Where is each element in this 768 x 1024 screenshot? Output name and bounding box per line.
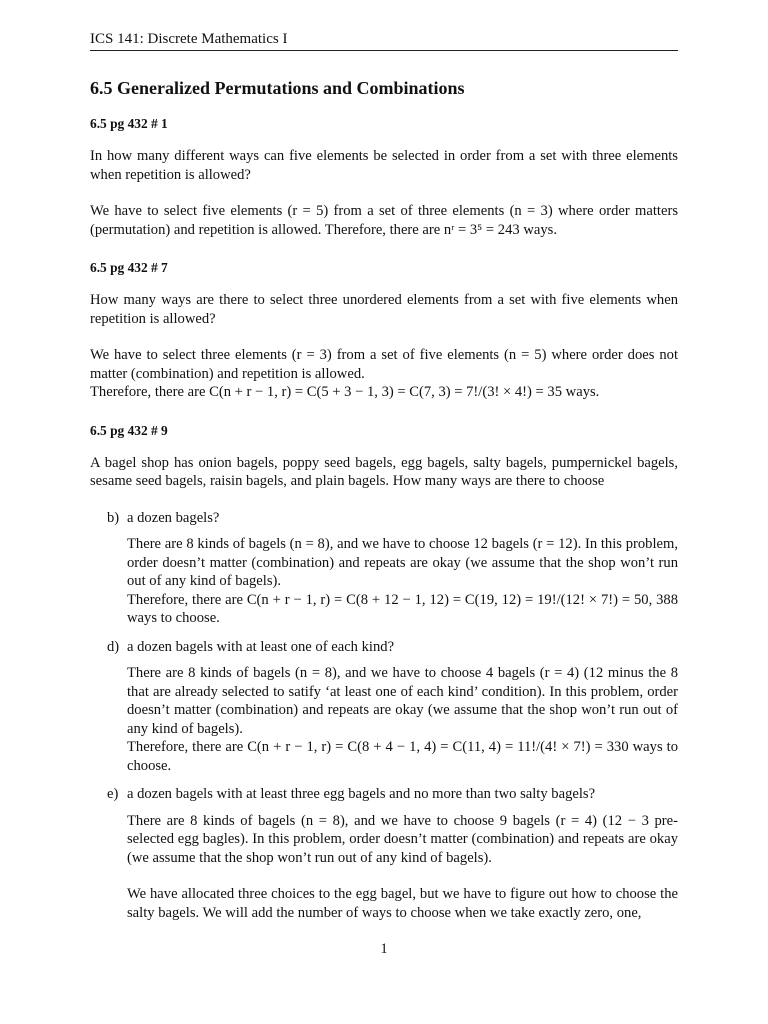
problem-heading: 6.5 pg 432 # 7 xyxy=(90,260,168,275)
problem-answer-conclusion: Therefore, there are C(n + r − 1, r) = C(5 + 3 − 1, 3) = C(7, 3) = 7!/(3! × 4!) = 35 ways. xyxy=(90,384,600,400)
part-body: There are 8 kinds of bagels (n = 8), and we have to choose 9 bagels (r = 4) (12 − 3 pre-selected egg bagles). In this problem, order doesn’t matter (combination) and repeats are okay (we assume that the shop won’t run out of any kind of bagels). xyxy=(127,812,678,866)
content xyxy=(90,115,678,922)
part-item xyxy=(90,785,678,804)
running-header: ICS 141: Discrete Mathematics I xyxy=(90,31,288,47)
part-body: There are 8 kinds of bagels (n = 8), and we have to choose 12 bagels (r = 12). In this problem, order doesn’t matter (combination) and repeats are okay (we assume that the shop won’t run out of any kind of bagels). xyxy=(127,536,678,589)
part-conclusion: Therefore, there are C(n + r − 1, r) = C(8 + 12 − 1, 12) = C(19, 12) = 19!/(12! × 7!) = 50, 388 ways to choose. xyxy=(127,591,678,626)
problem-heading: 6.5 pg 432 # 9 xyxy=(90,422,168,438)
part-prompt: a dozen bagels with at least three egg bagels and no more than two salty bagels? xyxy=(127,786,596,802)
problem-question: A bagel shop has onion bagels, poppy seed bagels, egg bagels, salty bagels, pumpernickel bagels, sesame seed bagels, raisin bagels, and plain bagels. How many ways are there to choose xyxy=(90,454,678,489)
part-conclusion: Therefore, there are C(n + r − 1, r) = C(8 + 4 − 1, 4) = C(11, 4) = 11!/(4! × 7!) = 330 ways to choose. xyxy=(127,739,678,774)
problem-heading: 6.5 pg 432 # 1 xyxy=(90,116,168,131)
part-prompt: a dozen bagels? xyxy=(127,509,220,526)
part-item xyxy=(90,638,678,657)
problem-question: How many ways are there to select three unordered elements from a set with five elements when repetition is allowed? xyxy=(90,292,678,327)
part-label: b) xyxy=(107,509,120,526)
part-continuation: We have allocated three choices to the egg bagel, but we have to figure out how to choose the salty bagels. We will add the number of ways to choose when we take exactly zero, one, xyxy=(127,886,678,921)
part-label: e) xyxy=(107,786,119,802)
problem-question: In how many different ways can five elements be selected in order from a set with three elements when repetition is allowed? xyxy=(90,148,678,183)
header-rule xyxy=(90,50,678,51)
page-number: 1 xyxy=(380,941,388,957)
part-label: d) xyxy=(107,638,120,655)
part-prompt: a dozen bagels with at least one of each kind? xyxy=(127,638,395,655)
problem-answer: We have to select three elements (r = 3) from a set of five elements (n = 5) where order does not matter (combination) and repetition is allowed. xyxy=(90,347,678,382)
section-title: 6.5 Generalized Permutations and Combinations xyxy=(90,78,465,98)
problem-answer: We have to select five elements (r = 5) from a set of three elements (n = 3) where order matters (permutation) and repetition is allowed. Therefore, there are nʳ = 3⁵ = 243 ways. xyxy=(90,203,678,238)
part-item xyxy=(90,509,678,528)
part-body: There are 8 kinds of bagels (n = 8), and we have to choose 4 bagels (r = 4) (12 minus the 8 that are already selected to satify ‘at least one of each kind’ condition). In this problem, order doesn’t matter (combination) and repeats are okay (we assume that the shop won’t run out of any kind of bagels). xyxy=(127,665,678,737)
